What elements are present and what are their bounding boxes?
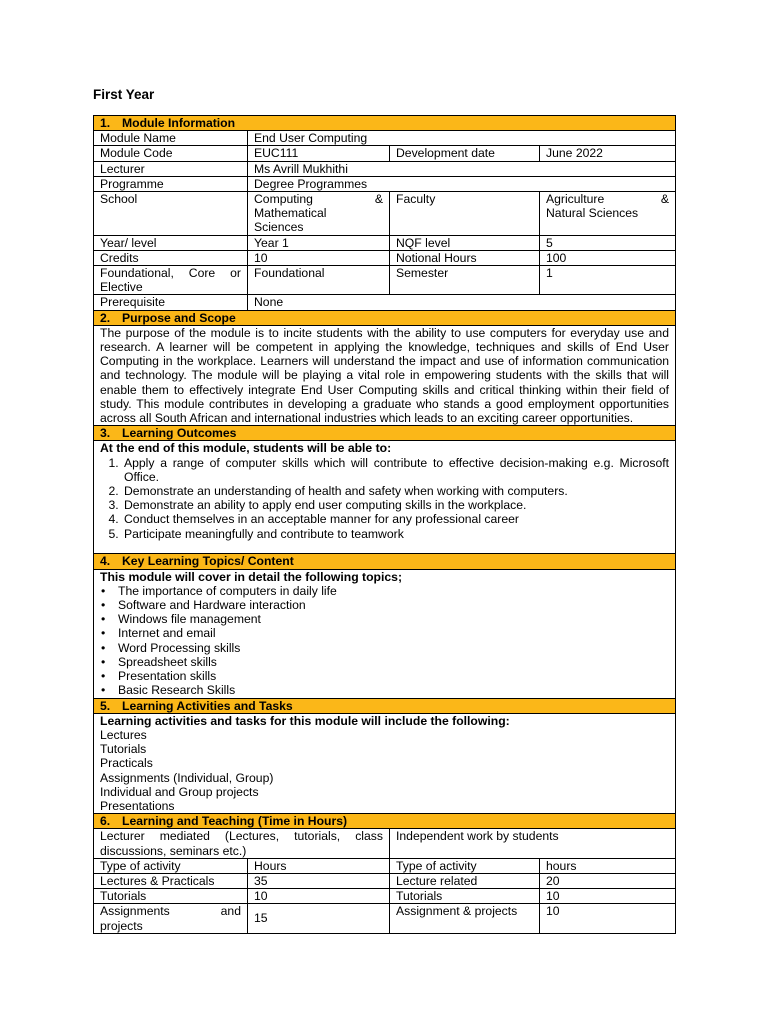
section-header-purpose-and-scope: 2. Purpose and Scope: [94, 310, 676, 325]
value-nqf-level: 5: [540, 235, 676, 250]
list-item: Lectures: [100, 727, 147, 742]
list-item: • Spreadsheet skills: [118, 655, 669, 669]
label-semester: Semester: [390, 266, 540, 295]
outcomes-intro: At the end of this module, students will be able to:: [100, 441, 392, 456]
row-topics: [94, 569, 676, 698]
label-prerequisite: Prerequisite: [94, 295, 248, 310]
section-header-module-information: 1. Module Information: [94, 116, 676, 131]
section-header-learning-activities: 5. Learning Activities and Tasks: [94, 698, 676, 713]
value-development-date: June 2022: [540, 146, 676, 161]
table-row: Assignments and projects 15 Assignment & projects 10: [94, 904, 676, 933]
col-hours-2: hours: [540, 858, 676, 873]
list-item: 3. Demonstrate an ability to apply end user computing skills in the workplace.: [122, 498, 669, 512]
row-teaching-modes: [94, 829, 676, 858]
row-credits: [94, 250, 676, 265]
label-faculty: Faculty: [390, 192, 540, 236]
module-table: [93, 115, 676, 934]
col-hours: Hours: [248, 858, 390, 873]
row-module-code: [94, 146, 676, 161]
list-item: Individual and Group projects: [100, 784, 259, 799]
list-item: • The importance of computers in daily life: [118, 584, 669, 598]
section-header-learning-and-teaching: 6. Learning and Teaching (Time in Hours): [94, 814, 676, 829]
list-item: Assignments (Individual, Group): [100, 770, 274, 785]
label-year-level: Year/ level: [94, 235, 248, 250]
label-nqf-level: NQF level: [390, 235, 540, 250]
section-header-key-learning-topics: 4. Key Learning Topics/ Content: [94, 554, 676, 569]
row-lecturer: [94, 161, 676, 176]
topics-list: [100, 584, 669, 698]
list-item: 4. Conduct themselves in an acceptable manner for any professional career: [122, 512, 669, 526]
value-semester: 1: [540, 266, 676, 295]
value-year-level: Year 1: [248, 235, 390, 250]
label-notional-hours: Notional Hours: [390, 250, 540, 265]
list-item: Practicals: [100, 756, 153, 771]
label-module-code: Module Code: [94, 146, 248, 161]
value-foundational: Foundational: [248, 266, 390, 295]
value-credits: 10: [248, 250, 390, 265]
label-development-date: Development date: [390, 146, 540, 161]
list-item: • Internet and email: [118, 626, 669, 640]
list-item: • Word Processing skills: [118, 641, 669, 655]
row-year-level: [94, 235, 676, 250]
col-type-of-activity: Type of activity: [94, 858, 248, 873]
row-module-name: [94, 131, 676, 146]
page-title: First Year: [93, 87, 155, 102]
list-item: Tutorials: [100, 742, 147, 757]
value-school: Computing & Mathematical Sciences: [248, 192, 390, 236]
value-module-name: End User Computing: [248, 131, 676, 146]
list-item: • Software and Hardware interaction: [118, 598, 669, 612]
value-programme: Degree Programmes: [248, 176, 676, 191]
lecturer-mediated-label: Lecturer mediated (Lectures, tutorials, class discussions, seminars etc.): [94, 829, 390, 858]
table-row: Lectures & Practicals 35 Lecture related 20: [94, 873, 676, 888]
list-item: • Presentation skills: [118, 669, 669, 683]
activities-intro: Learning activities and tasks for this module will include the following:: [100, 713, 510, 728]
value-lecturer: Ms Avrill Mukhithi: [248, 161, 676, 176]
row-programme: [94, 176, 676, 191]
label-lecturer: Lecturer: [94, 161, 248, 176]
label-module-name: Module Name: [94, 131, 248, 146]
list-item: • Basic Research Skills: [118, 683, 669, 697]
value-faculty: Agriculture & Natural Sciences: [540, 192, 676, 236]
outcomes-list: [100, 456, 669, 541]
row-teaching-header: [94, 858, 676, 873]
row-school: [94, 192, 676, 236]
row-activities: [94, 713, 676, 813]
independent-work-label: Independent work by students: [390, 829, 676, 858]
topics-intro: This module will cover in detail the following topics;: [100, 569, 403, 584]
value-prerequisite: None: [248, 295, 676, 310]
list-item: 2. Demonstrate an understanding of health and safety when working with computers.: [122, 484, 669, 498]
row-prerequisite: [94, 295, 676, 310]
row-foundational: [94, 266, 676, 295]
list-item: 1. Apply a range of computer skills which will contribute to effective decision-making e.g. Microsoft Office.: [122, 456, 669, 484]
col-type-of-activity-2: Type of activity: [390, 858, 540, 873]
list-item: • Windows file management: [118, 612, 669, 626]
table-row: Tutorials 10 Tutorials 10: [94, 889, 676, 904]
assignments-cell: Assignments and projects: [94, 904, 248, 933]
list-item: Presentations: [100, 798, 175, 813]
row-purpose: [94, 325, 676, 425]
label-school: School: [94, 192, 248, 236]
label-foundational-core-elective: Foundational, Core or Elective: [94, 266, 248, 295]
label-programme: Programme: [94, 176, 248, 191]
label-credits: Credits: [94, 250, 248, 265]
row-outcomes: [94, 441, 676, 554]
section-header-learning-outcomes: 3. Learning Outcomes: [94, 426, 676, 441]
value-module-code: EUC111: [248, 146, 390, 161]
value-notional-hours: 100: [540, 250, 676, 265]
list-item: 5. Participate meaningfully and contribute to teamwork: [122, 527, 669, 541]
purpose-text: The purpose of the module is to incite students with the ability to use computers for everyday use and research. A learner will be competent in applying the knowledge, techniques and skills of End User Computing in the workplace. Learners will understand the impact and use of information communication and technology. The module will be playing a vital role in empowering students with the skills that will enable them to effectively integrate End User Computing skills and critical thinking within their field of study. This module contributes in developing a graduate who stands a good employment opportunities across all South African and international industries which leads to an exciting career opportunities.: [94, 325, 676, 425]
